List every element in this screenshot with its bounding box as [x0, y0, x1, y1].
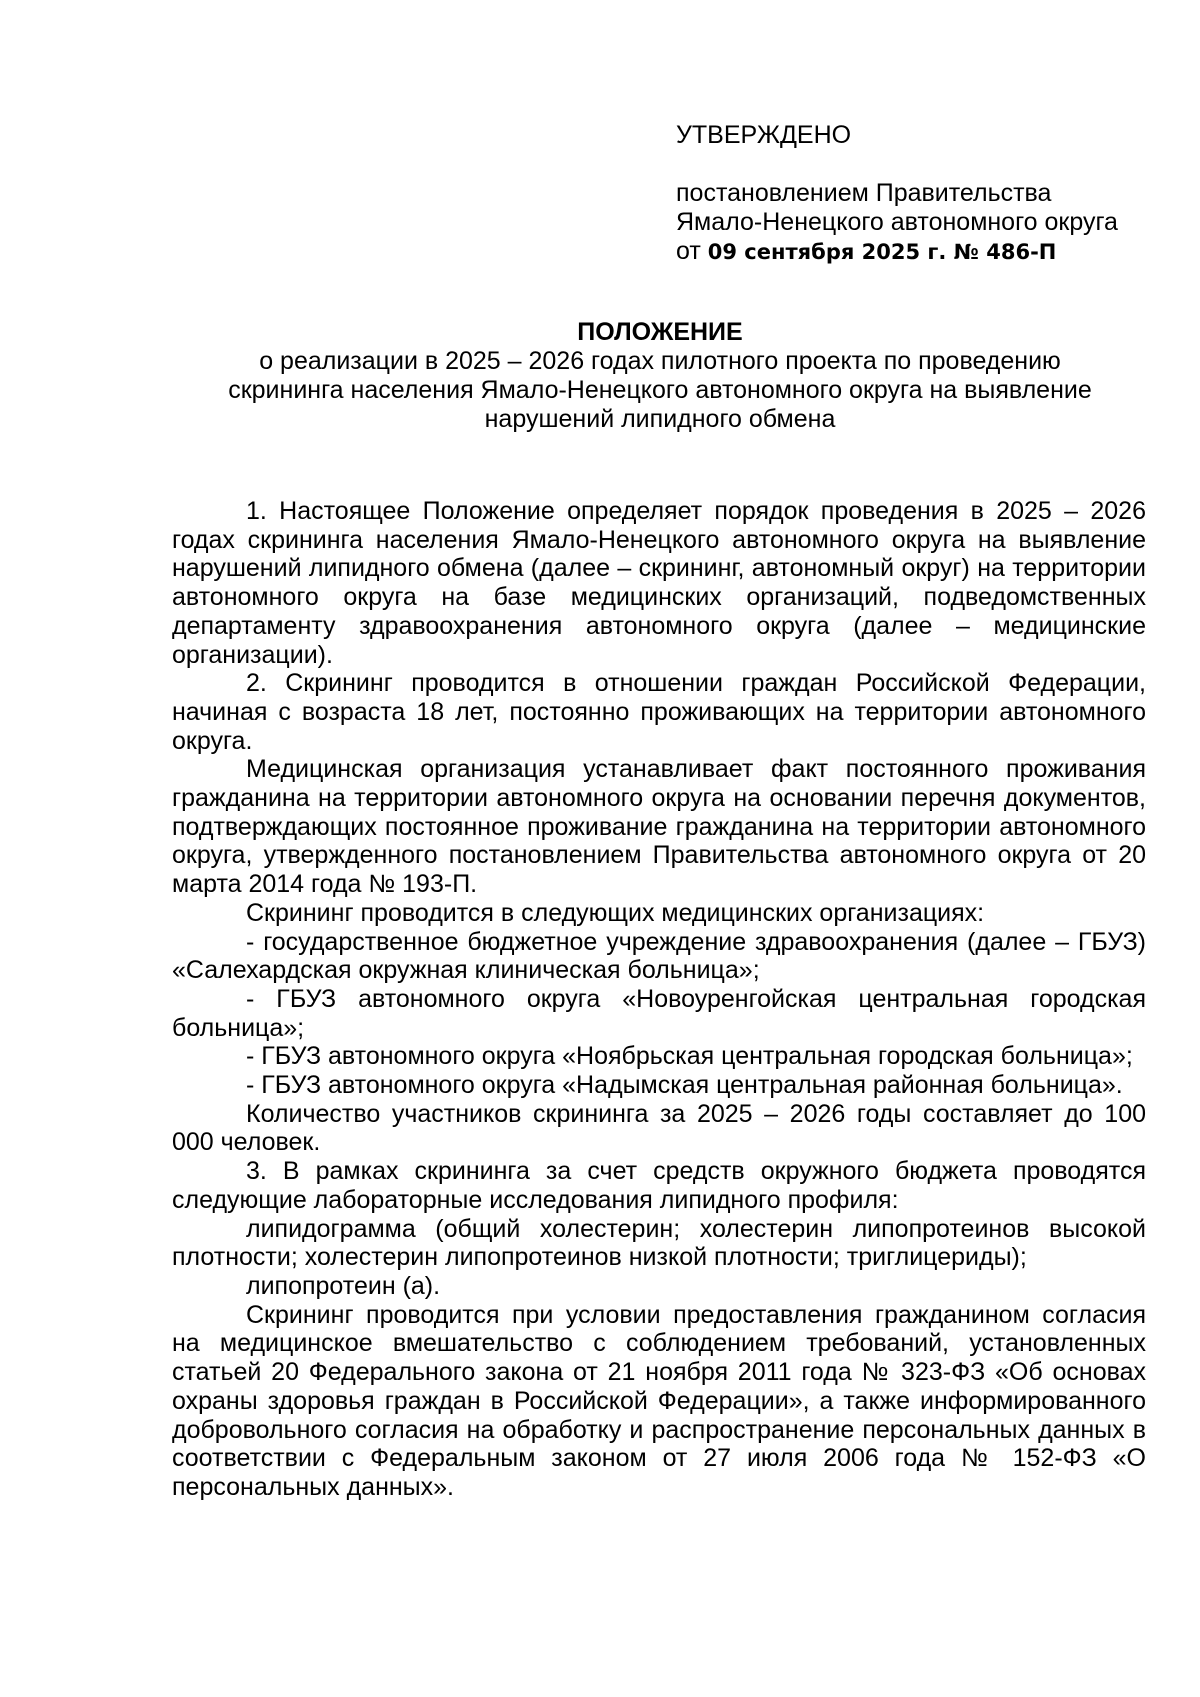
paragraph-organizations-intro: Скрининг проводится в следующих медицинских организациях: — [246, 898, 985, 927]
approval-block — [676, 121, 1156, 267]
document-subtitle-line: скрининга населения Ямало-Ненецкого автономного округа на выявление — [228, 376, 1092, 404]
document-heading — [150, 318, 1170, 434]
paragraph-section-2: 2. Скрининг проводится в отношении граждан Российской Федерации, начиная с возраста 18 лет, постоянно проживающих на территории автономного округа. — [172, 669, 1146, 755]
approval-date-prefix: от — [676, 237, 701, 265]
list-item-organization: - ГБУЗ автономного округа «Ноябрьская центральная городская больница»; — [246, 1042, 1133, 1071]
approval-line-1: постановлением Правительства — [676, 179, 1052, 207]
list-item-organization: - ГБУЗ автономного округа «Новоуренгойская центральная городская больница»; — [172, 984, 1146, 1042]
document-type-title: ПОЛОЖЕНИЕ — [577, 318, 743, 346]
approval-date-line — [676, 237, 1156, 267]
paragraph-section-1: 1. Настоящее Положение определяет порядок проведения в 2025 – 2026 годах скрининга населения Ямало-Ненецкого автономного округа на выявление нарушений липидного обмена (далее – скрининг, автономный округ) на территории автономного округа на базе медицинских организаций, подведомственных департаменту здравоохранения автономного округа (далее – медицинские организации). — [172, 497, 1146, 669]
paragraph-residence: Медицинская организация устанавливает факт постоянного проживания гражданина на территории автономного округа на основании перечня документов, подтверждающих постоянное проживание гражданина на территории автономного округа, утвержденного постановлением Правительства автономного округа от 20 марта 2014 года № 193-П. — [172, 755, 1146, 899]
list-item-organization: - государственное бюджетное учреждение здравоохранения (далее – ГБУЗ) «Салехардская окружная клиническая больница»; — [172, 927, 1146, 985]
approval-title: УТВЕРЖДЕНО — [676, 121, 852, 149]
list-item-organization: - ГБУЗ автономного округа «Надымская центральная районная больница». — [246, 1071, 1123, 1100]
approval-line-2: Ямало-Ненецкого автономного округа — [676, 208, 1118, 236]
list-item-lipidogram: липидограмма (общий холестерин; холестерин липопротеинов высокой плотности; холестерин липопротеинов низкой плотности; триглицериды); — [172, 1214, 1146, 1272]
paragraph-consent: Скрининг проводится при условии предоставления гражданином согласия на медицинское вмешательство с соблюдением требований, установленных статьей 20 Федерального закона от 21 ноября 2011 года № 323-ФЗ «Об основах охраны здоровья граждан в Российской Федерации», а также информированного добровольного согласия на обработку и распространение персональных данных в соответствии с Федеральным законом от 27 июля 2006 года № 152-ФЗ «О персональных данных». — [172, 1300, 1146, 1501]
document-body — [172, 497, 1146, 1502]
list-item-lipoprotein: липопротеин (a). — [246, 1271, 441, 1300]
approval-date-number: 09 сентября 2025 г. № 486-П — [707, 240, 1057, 264]
document-subtitle-line: о реализации в 2025 – 2026 годах пилотного проекта по проведению — [259, 347, 1061, 375]
paragraph-section-3: 3. В рамках скрининга за счет средств окружного бюджета проводятся следующие лабораторные исследования липидного профиля: — [172, 1157, 1146, 1214]
document-subtitle-line: нарушений липидного обмена — [484, 405, 836, 433]
paragraph-participants: Количество участников скрининга за 2025 – 2026 годы составляет до 100 000 человек. — [172, 1099, 1146, 1157]
